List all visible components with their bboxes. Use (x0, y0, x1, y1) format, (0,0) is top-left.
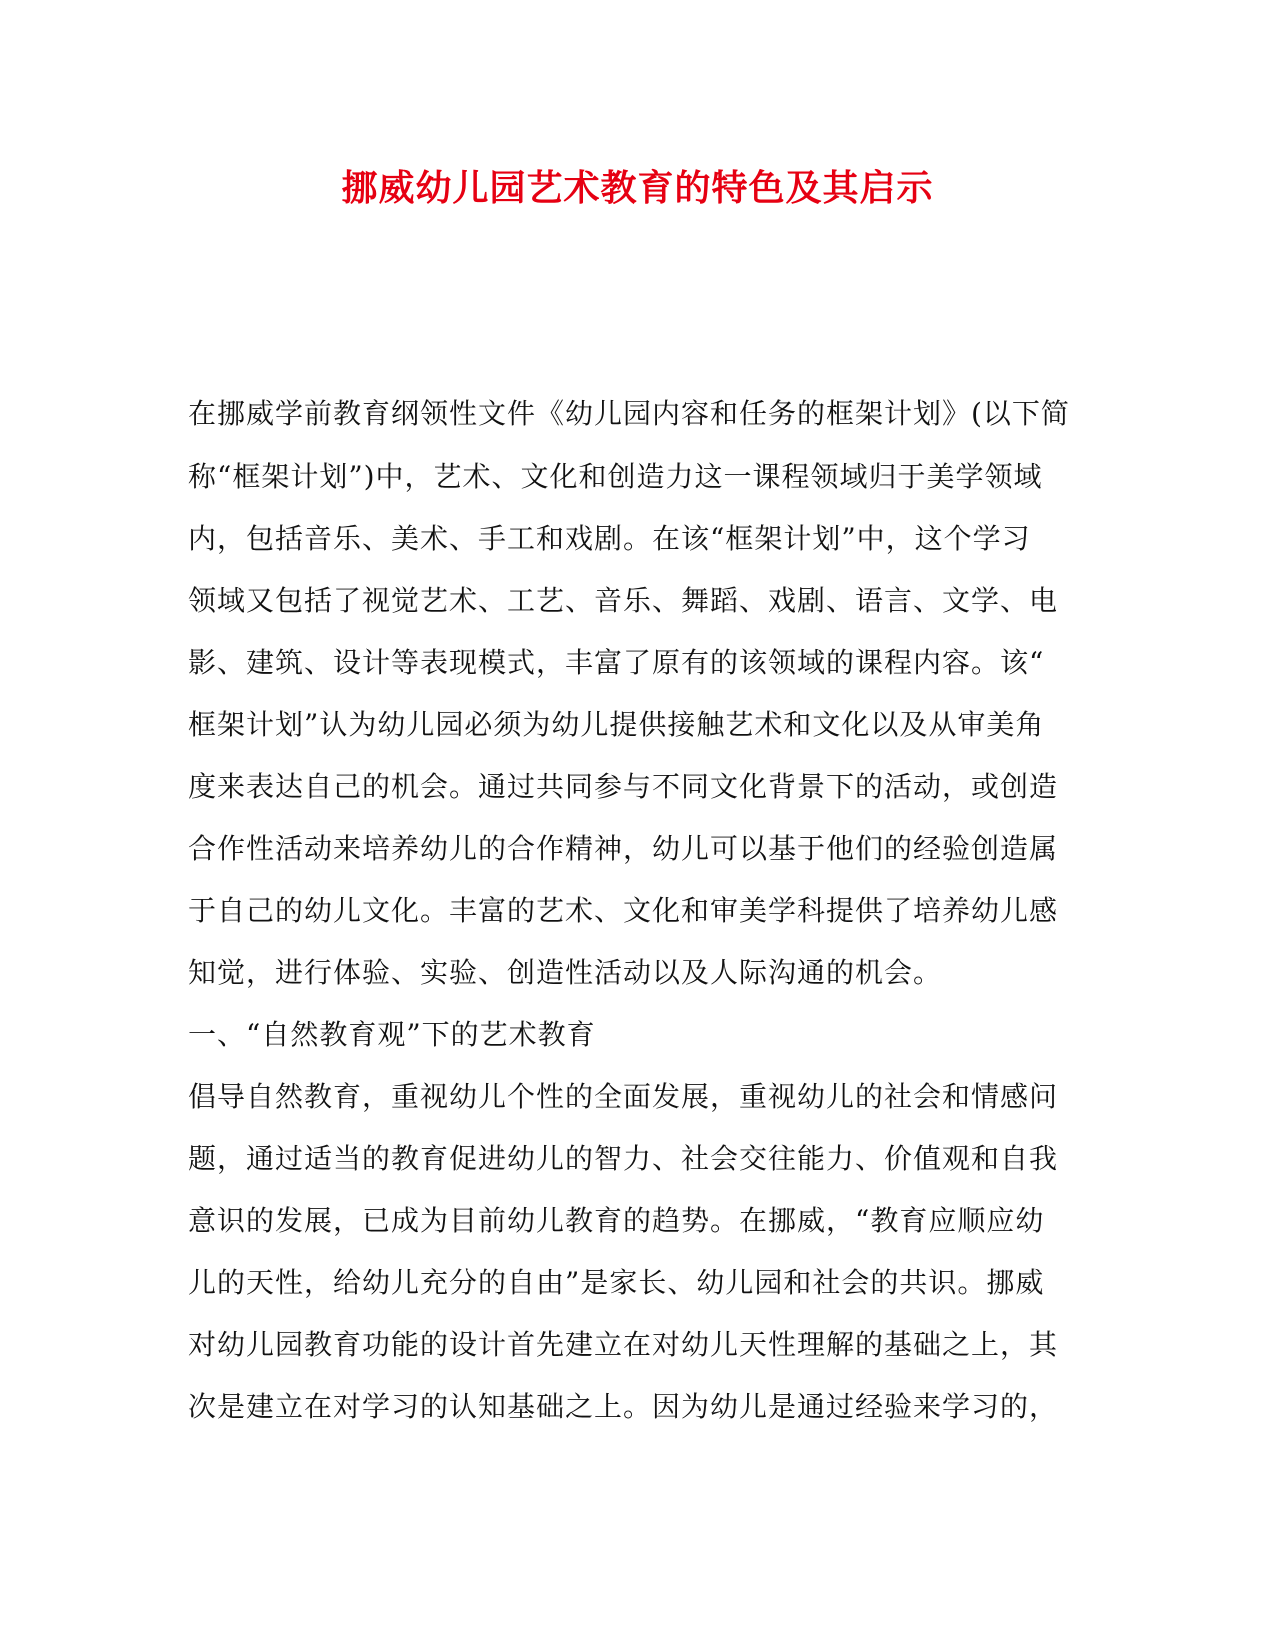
body-line: 儿的天性，给幼儿充分的自由”是家长、幼儿园和社会的共识。挪威 (188, 1266, 1045, 1299)
body-line: 在挪威学前教育纲领性文件《幼儿园内容和任务的框架计划》(以下简 (188, 397, 1070, 430)
body-line: 称“框架计划”)中，艺术、文化和创造力这一课程领域归于美学领域 (188, 460, 1043, 493)
body-line: 于自己的幼儿文化。丰富的艺术、文化和审美学科提供了培养幼儿感 (188, 894, 1059, 927)
body-line: 框架计划”认为幼儿园必须为幼儿提供接触艺术和文化以及从审美角 (188, 708, 1045, 741)
body-line: 次是建立在对学习的认知基础之上。因为幼儿是通过经验来学习的， (188, 1390, 1059, 1423)
body-line: 对幼儿园教育功能的设计首先建立在对幼儿天性理解的基础之上，其 (188, 1328, 1059, 1361)
body-line: 题，通过适当的教育促进幼儿的智力、社会交往能力、价值观和自我 (188, 1142, 1059, 1175)
body-line: 影、建筑、设计等表现模式，丰富了原有的该领域的课程内容。该“ (188, 646, 1045, 679)
body-line: 知觉，进行体验、实验、创造性活动以及人际沟通的机会。 (188, 956, 943, 989)
section-heading: 一、“自然教育观”下的艺术教育 (188, 1018, 596, 1051)
body-line: 意识的发展，已成为目前幼儿教育的趋势。在挪威，“教育应顺应幼 (188, 1204, 1045, 1237)
document-title: 挪威幼儿园艺术教育的特色及其启示 (341, 167, 934, 209)
body-line: 内，包括音乐、美术、手工和戏剧。在该“框架计划”中，这个学习 (188, 522, 1031, 555)
body-line: 倡导自然教育，重视幼儿个性的全面发展，重视幼儿的社会和情感问 (188, 1080, 1059, 1113)
body-line: 度来表达自己的机会。通过共同参与不同文化背景下的活动，或创造 (188, 770, 1059, 803)
body-line: 领域又包括了视觉艺术、工艺、音乐、舞蹈、戏剧、语言、文学、电 (188, 584, 1059, 617)
body-line: 合作性活动来培养幼儿的合作精神，幼儿可以基于他们的经验创造属 (188, 832, 1059, 865)
